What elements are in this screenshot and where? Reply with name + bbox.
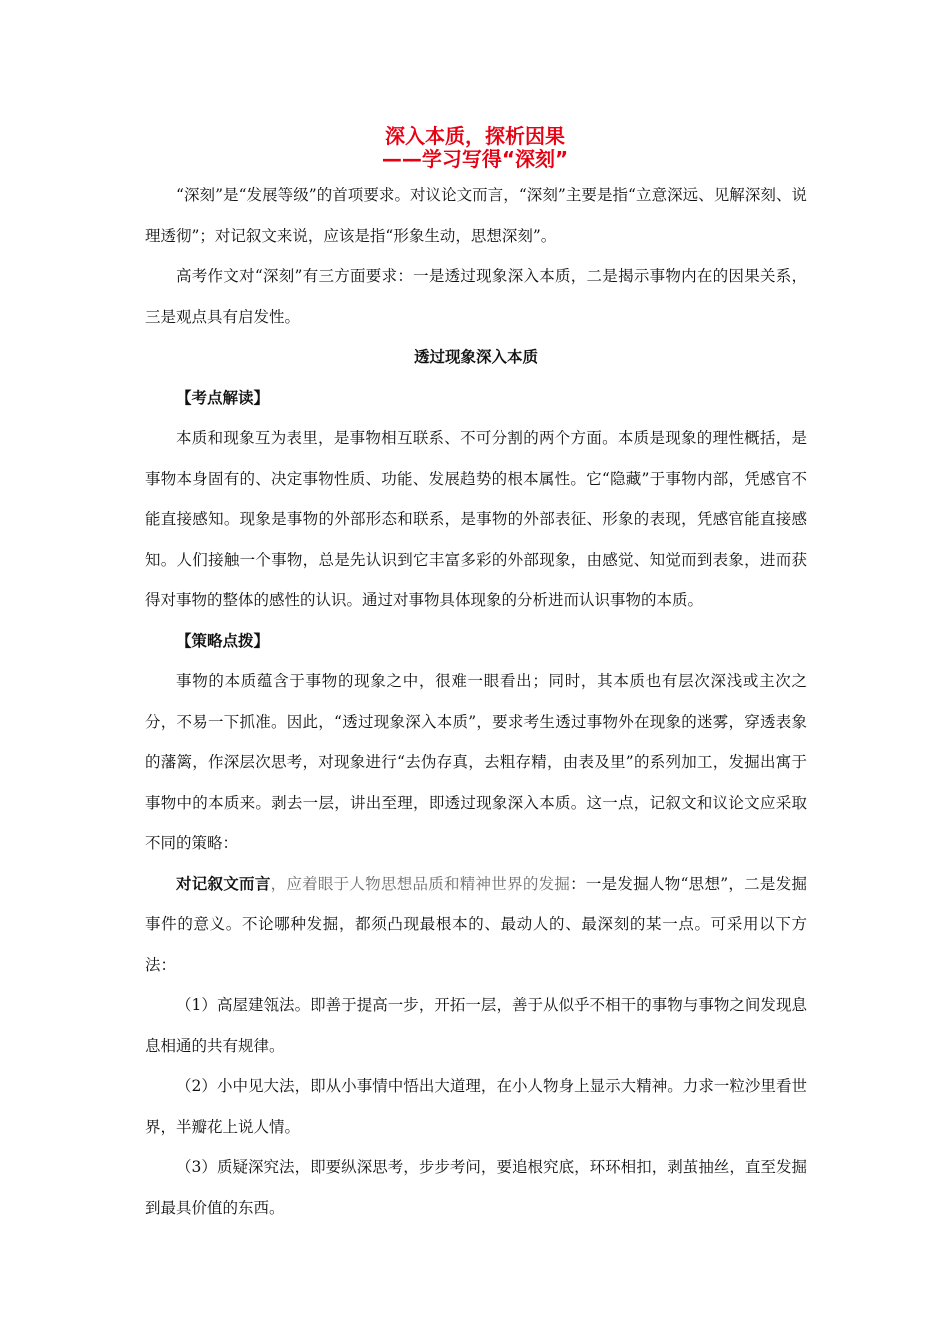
kaodian-heading: 【考点解读】 [176, 388, 270, 407]
section-heading: 透过现象深入本质 [413, 348, 538, 366]
method-1: （1）高屋建瓴法。即善于提高一步，开拓一层，善于从似乎不相干的事物与事物之间发现息息相通的共有规律。 [145, 996, 807, 1055]
document-title: 深入本质，探析因果 [385, 124, 565, 148]
document-body [145, 175, 807, 1228]
celue-paragraph: 事物的本质蕴含于事物的现象之中，很难一眼看出；同时，其本质也有层次深浅或主次之分，不易一下抓准。因此，“透过现象深入本质”，要求考生透过事物外在现象的迷雾，穿透表象的藩篱，作深层次思考，对现象进行“去伪存真，去粗存精，由表及里”的系列加工，发掘出寓于事物中的本质来。剥去一层，讲出至理，即透过现象深入本质。这一点，记叙文和议论文应采取不同的策略： [145, 672, 807, 852]
jixu-comma: ， [270, 874, 287, 893]
intro-paragraph-2: 高考作文对“深刻”有三方面要求：一是透过现象深入本质，二是揭示事物内在的因果关系，三是观点具有启发性。 [145, 267, 807, 326]
method-2: （2）小中见大法，即从小事情中悟出大道理，在小人物身上显示大精神。力求一粒沙里看世界，半瓣花上说人情。 [145, 1077, 807, 1136]
document-subtitle: ——学习写得“深刻” [381, 147, 569, 171]
kaodian-paragraph: 本质和现象互为表里，是事物相互联系、不可分割的两个方面。本质是现象的理性概括，是事物本身固有的、决定事物性质、功能、发展趋势的根本属性。它“隐藏”于事物内部，凭感官不能直接感知。现象是事物的外部形态和联系，是事物的外部表征、形象的表现，凭感官能直接感知。人们接触一个事物，总是先认识到它丰富多彩的外部现象，由感觉、知觉而到表象，进而获得对事物的整体的感性的认识。通过对事物具体现象的分析进而认识事物的本质。 [145, 429, 807, 609]
intro-paragraph-1: “深刻”是“发展等级”的首项要求。对议论文而言，“深刻”主要是指“立意深远、见解深刻、说理透彻”；对记叙文来说，应该是指“形象生动，思想深刻”。 [145, 186, 807, 245]
jixu-lead: 对记叙文而言 [176, 874, 271, 893]
jixu-paragraph [145, 864, 807, 986]
celue-heading: 【策略点拨】 [176, 631, 270, 650]
jixu-rest: ：一是发掘人物“思想”，二是发掘事件的意义。不论哪种发掘，都须凸现最根本的、最动人的、最深刻的某一点。可采用以下方法： [145, 874, 807, 974]
jixu-grey-phrase: 应着眼于人物思想品质和精神世界的发掘 [286, 874, 571, 893]
method-3: （3）质疑深究法，即要纵深思考，步步考问，要追根究底，环环相扣，剥茧抽丝，直至发掘到最具价值的东西。 [145, 1158, 807, 1217]
